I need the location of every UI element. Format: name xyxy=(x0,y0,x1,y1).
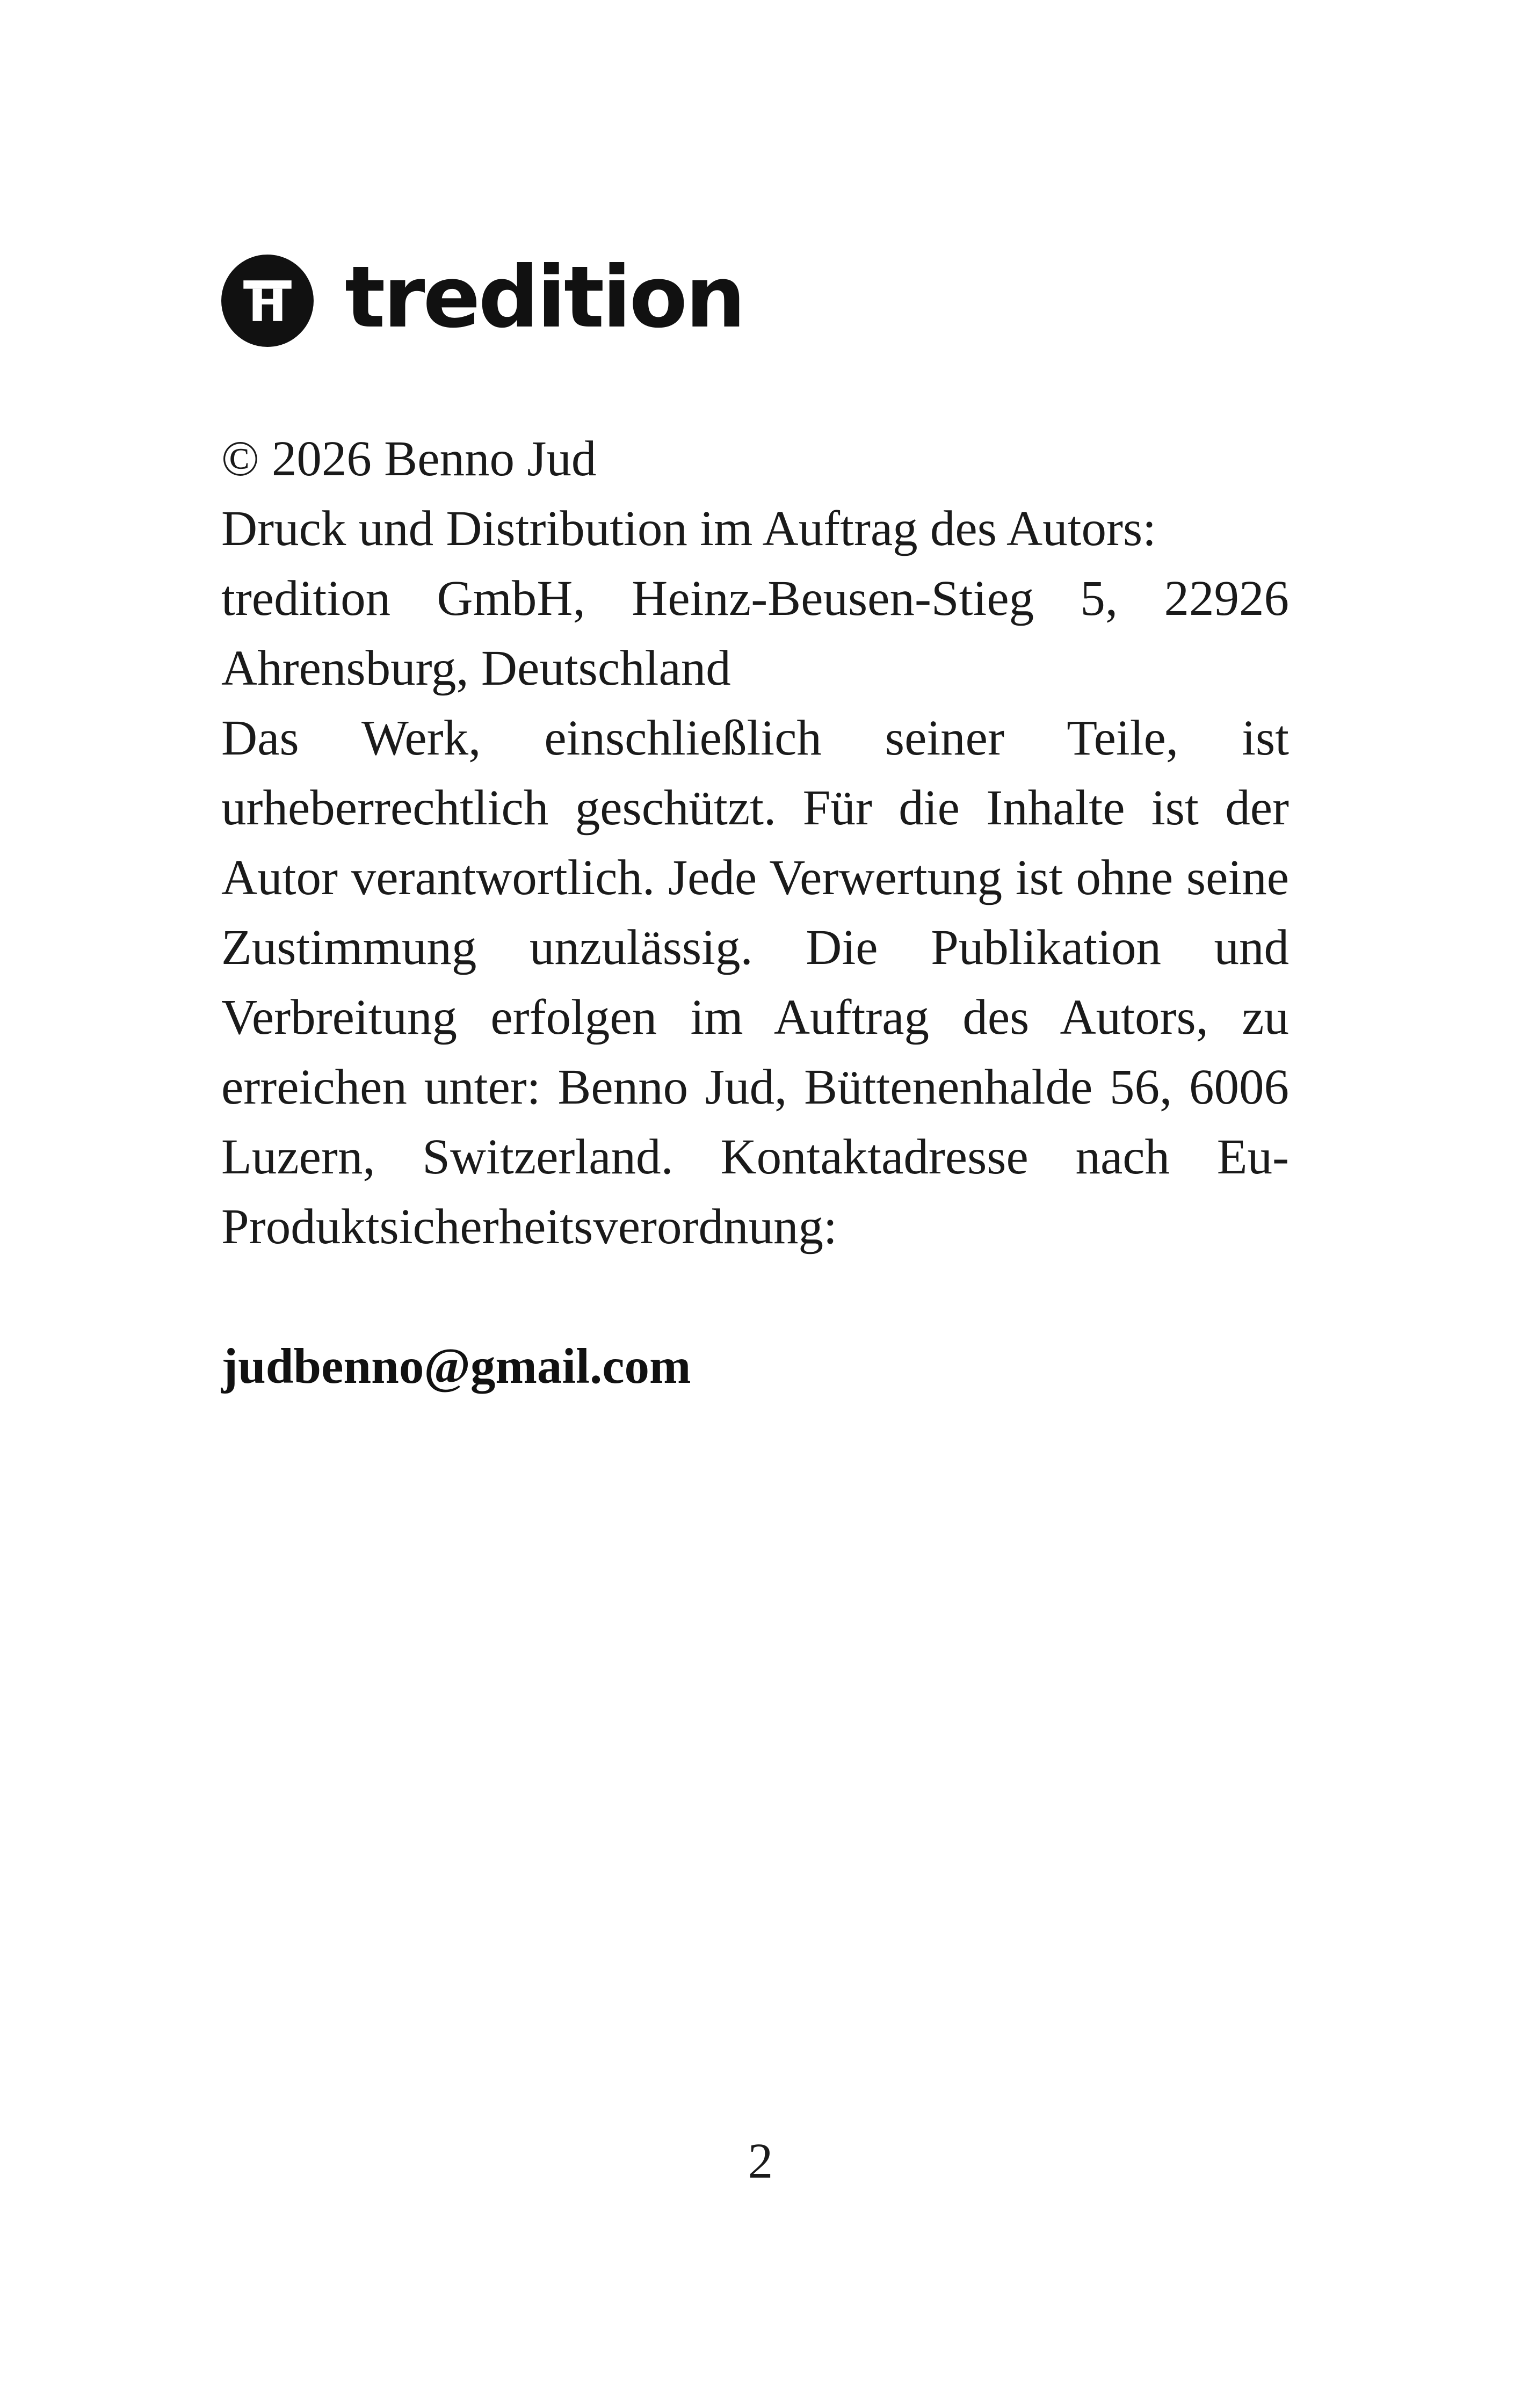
publisher-address: tredition GmbH, Heinz-Beusen-Stieg 5, 22926 Ahrensburg, Deutschland xyxy=(221,571,1289,696)
page-number: 2 xyxy=(748,2134,773,2189)
rights-text: Das Werk, einschließlich seiner Teile, ist urheberrechtlich geschützt. Für die Inhalte ist der Autor verantwortlich. Jede Verwertung ist ohne seine Zustimmung unzulässig. Die Publikation und Verbreitung erfolgen im Auftrag des Autors, zu erreichen unter: Benno Jud, Büttenenhalde 56, 6006 Luzern, Switzerland. Kontaktadresse nach Eu-Produktsicherheitsverordnung: xyxy=(221,710,1289,1254)
logo-wordmark: tredition xyxy=(345,248,744,347)
imprint-block xyxy=(221,424,1289,1402)
copyright-line: © 2026 Benno Jud xyxy=(221,431,597,487)
printing-note: Druck und Distribution im Auftrag des Autors: xyxy=(221,501,1157,556)
publisher-logo xyxy=(221,248,744,349)
tredition-logo-icon xyxy=(221,255,314,347)
contact-email: judbenno@gmail.com xyxy=(221,1339,691,1394)
